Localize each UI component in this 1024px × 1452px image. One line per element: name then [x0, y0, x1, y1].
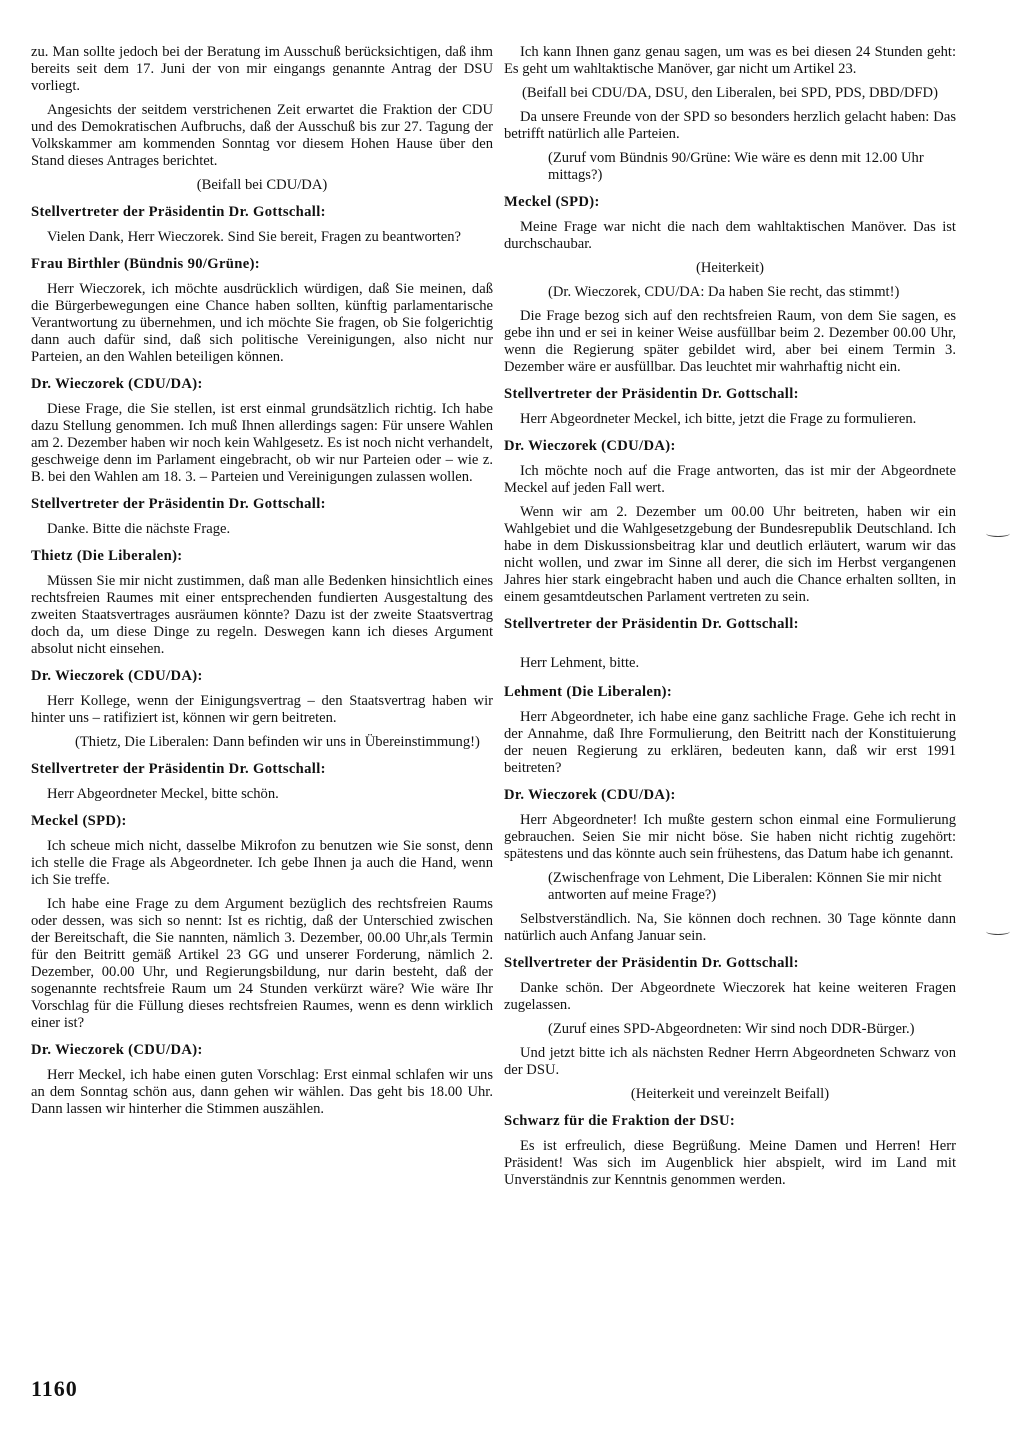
speaker-heading: Dr. Wieczorek (CDU/DA): — [31, 668, 203, 684]
paragraph: Herr Abgeordneter Meckel, bitte schön. — [47, 786, 279, 802]
speaker-heading: Schwarz für die Fraktion der DSU: — [504, 1113, 736, 1129]
interjection: (Zwischenfrage von Lehment, Die Liberalen: Können Sie mir nicht antworten auf meine Frage?) — [548, 870, 942, 903]
speaker-heading: Dr. Wieczorek (CDU/DA): — [31, 1042, 203, 1058]
paragraph: Ich habe eine Frage zu dem Argument bezüglich des rechtsfreien Raums oder dessen, was sich so nennt: Ist es richtig, daß der Unterschied zwischen der Bereitschaft, die Sie nannten, nämlich 3. Dezember, 00.00 Uhr,als Termin für den Beitritt gemäß Artikel 23 GG und unserer Forderung, nämlich 2. Dezember, 00.00 Uhr, und Regierungsbildung, nur darin besteht, daß der sogenannte rechtsfreie Raum um 24 Stunden verkürzt wäre? Wie wäre Ihr Vorschlag für die Füllung dieses rechtsfreien Raumes, wenn es denn wirklich einer ist? — [31, 896, 493, 1031]
speaker-heading: Lehment (Die Liberalen): — [504, 684, 673, 700]
interjection-centered: (Beifall bei CDU/DA) — [196, 177, 328, 193]
speaker-heading: Stellvertreter der Präsidentin Dr. Gottschall: — [31, 496, 326, 512]
page-number: 1160 — [31, 1376, 78, 1401]
interjection-centered: (Beifall bei CDU/DA, DSU, den Liberalen, bei SPD, PDS, DBD/DFD) — [522, 85, 938, 101]
paragraph: Herr Lehment, bitte. — [520, 655, 640, 671]
interjection: (Thietz, Die Liberalen: Dann befinden wir uns in Übereinstimmung!) — [75, 734, 480, 750]
paragraph: Da unsere Freunde von der SPD so besonders herzlich gelacht haben: Das betrifft natürlich alle Parteien. — [504, 109, 956, 142]
interjection-centered: (Heiterkeit) — [695, 260, 765, 276]
speaker-heading: Dr. Wieczorek (CDU/DA): — [504, 438, 676, 454]
paragraph: Herr Abgeordneter! Ich mußte gestern schon einmal eine Formulierung gebrauchen. Seien Sie mir nicht böse. Sie haben nicht richtig zugehört: spätestens und das könnte auch sein frühestens, das Datum habe ich genannt. — [504, 812, 956, 862]
paragraph: Ich kann Ihnen ganz genau sagen, um was es bei diesen 24 Stunden geht: Es geht um wahltaktische Manöver, gar nicht um Artikel 23. — [504, 44, 956, 77]
interjection: (Zuruf vom Bündnis 90/Grüne: Wie wäre es denn mit 12.00 Uhr mittags?) — [548, 150, 924, 183]
paragraph: Vielen Dank, Herr Wieczorek. Sind Sie bereit, Fragen zu beantworten? — [47, 229, 462, 245]
paragraph: Danke. Bitte die nächste Frage. — [47, 521, 231, 537]
paragraph: Herr Meckel, ich habe einen guten Vorschlag: Erst einmal schlafen wir uns an dem Sonntag schön aus, dann gehen wir wählen. Das geht bis 18.00 Uhr. Dann lassen wir hinterher die Stimmen auszählen. — [31, 1067, 493, 1117]
speaker-heading: Stellvertreter der Präsidentin Dr. Gottschall: — [504, 955, 799, 971]
paragraph: Herr Abgeordneter Meckel, ich bitte, jetzt die Frage zu formulieren. — [520, 411, 917, 427]
speaker-heading: Stellvertreter der Präsidentin Dr. Gottschall: — [31, 761, 326, 777]
paragraph: zu. Man sollte jedoch bei der Beratung im Ausschuß berücksichtigen, daß ihm bereits seit dem 17. Juni der von mir eingangs genannte Antrag der DSU vorliegt. — [31, 44, 493, 94]
paragraph: Herr Abgeordneter, ich habe eine ganz sachliche Frage. Gehe ich recht in der Annahme, daß Ihre Formulierung, den Beitritt nach der Konstituierung der neuen Regierung zu erklären, bedeuten kann, daß wir erst 1991 beitreten? — [504, 709, 956, 776]
paragraph: Danke schön. Der Abgeordnete Wieczorek hat keine weiteren Fragen zugelassen. — [504, 980, 956, 1013]
paragraph: Selbstverständlich. Na, Sie können doch rechnen. 30 Tage könnte dann natürlich auch Anfang Januar sein. — [504, 911, 956, 944]
paragraph: Müssen Sie mir nicht zustimmen, daß man alle Bedenken hinsichtlich eines rechtsfreien Raumes mit einer entsprechenden fundierten Ausgestaltung des zweiten Staatsvertrages ausräumen könnte? Dazu ist der zweite Staatsvertrag doch da, um diese Dinge zu regeln. Deswegen kann ich dieses Argument absolut nicht einsehen. — [31, 573, 493, 657]
interjection: (Dr. Wieczorek, CDU/DA: Da haben Sie recht, das stimmt!) — [548, 284, 900, 300]
right-column — [504, 44, 956, 1196]
interjection: (Zuruf eines SPD-Abgeordneten: Wir sind noch DDR-Bürger.) — [548, 1021, 915, 1037]
paragraph: Angesichts der seitdem verstrichenen Zeit erwartet die Fraktion der CDU und des Demokratischen Aufbruchs, daß der Ausschuß bis zur 27. Tagung der Volkskammer am kommenden Sonntag vor diesem Hohen Hause über den Stand dieses Antrages berichtet. — [31, 102, 493, 169]
speaker-heading: Thietz (Die Liberalen): — [31, 548, 183, 564]
paragraph: Herr Kollege, wenn der Einigungsvertrag – den Staatsvertrag haben wir hinter uns – ratifiziert ist, können wir gern beitreten. — [31, 693, 493, 726]
speaker-heading: Frau Birthler (Bündnis 90/Grüne): — [31, 256, 260, 272]
speaker-heading: Meckel (SPD): — [31, 813, 127, 829]
margin-mark — [986, 928, 1010, 935]
paragraph: Es ist erfreulich, diese Begrüßung. Meine Damen und Herren! Herr Präsident! Was sich im Augenblick hier abspielt, wird im Land mit Unverständnis zur Kenntnis genommen werden. — [504, 1138, 956, 1188]
paragraph: Ich scheue mich nicht, dasselbe Mikrofon zu benutzen wie Sie sonst, denn ich stelle die Frage als Abgeordneter. Ich gebe Ihnen ja auch die Hand, wenn ich Sie treffe. — [31, 838, 493, 888]
margin-mark — [986, 530, 1010, 537]
speaker-heading: Dr. Wieczorek (CDU/DA): — [504, 787, 676, 803]
paragraph: Die Frage bezog sich auf den rechtsfreien Raum, von dem Sie sagen, es gebe ihn und er sei in keiner Weise ausfüllbar beim 2. Dezember 00.00 Uhr, wenn die Regierung später gebildet wird, aber bei einem Termin 3. Dezember wäre er ausfüllbar. Das leuchtet mir wahrhaftig nicht ein. — [504, 308, 956, 375]
speaker-heading: Stellvertreter der Präsidentin Dr. Gottschall: — [31, 204, 326, 220]
paragraph: Wenn wir am 2. Dezember um 00.00 Uhr beitreten, haben wir ein Wahlgebiet und die Wahlgesetzgebung der Bundesrepublik Deutschland. Ich habe in dem Diskussionsbeitrag klar und deutlich erläutert, warum wir das nicht wollen, und zwar im Sinne all derer, die sich im Herbst vergangenen Jahres hier stark eingebracht haben und auch die Chance erhalten sollten, in einem gesamtdeutschen Parlament vertreten zu sein. — [504, 504, 956, 605]
paragraph: Und jetzt bitte ich als nächsten Redner Herrn Abgeordneten Schwarz von der DSU. — [504, 1045, 956, 1078]
paragraph: Meine Frage war nicht die nach dem wahltaktischen Manöver. Das ist durchschaubar. — [504, 219, 956, 252]
paragraph: Ich möchte noch auf die Frage antworten, das ist mir der Abgeordnete Meckel auf jeden Fall wert. — [504, 463, 956, 496]
paragraph: Herr Wieczorek, ich möchte ausdrücklich würdigen, daß Sie meinen, daß die Bürgerbewegungen eine Chance haben sollten, künftig parlamentarische Verantwortung zu übernehmen, und ich möchte Sie fragen, ob Sie folgerichtig dann auch dafür sind, daß sich politische Vereinigungen, also nicht nur Parteien, an den Wahlen beteiligen können. — [31, 281, 493, 365]
interjection-centered: (Heiterkeit und vereinzelt Beifall) — [630, 1086, 830, 1102]
speaker-heading: Meckel (SPD): — [504, 194, 600, 210]
speaker-heading: Dr. Wieczorek (CDU/DA): — [31, 376, 203, 392]
left-column — [31, 44, 493, 1125]
speaker-heading: Stellvertreter der Präsidentin Dr. Gottschall: — [504, 386, 799, 402]
speaker-heading: Stellvertreter der Präsidentin Dr. Gottschall: — [504, 616, 799, 632]
paragraph: Diese Frage, die Sie stellen, ist erst einmal grundsätzlich richtig. Ich habe dazu Stellung genommen. Ich muß Ihnen allerdings sagen: Für unsere Wahlen am 2. Dezember haben wir noch kein Wahlgesetz. Es ist noch nicht verhandelt, geschweige denn im Parlament eingebracht, ob wir nur Parteien oder – wie z. B. bei den Wahlen am 18. 3. – Parteien und Vereinigungen zulassen wollen. — [31, 401, 493, 485]
